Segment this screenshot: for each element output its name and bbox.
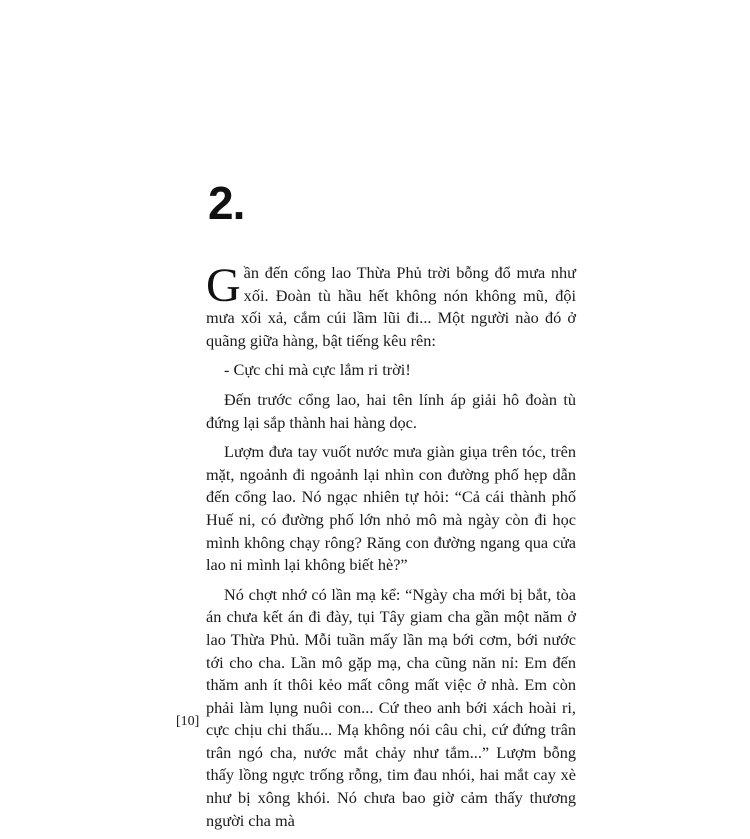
chapter-number: 2. [208, 177, 245, 229]
paragraph-1 [206, 259, 576, 352]
drop-cap: G [206, 259, 241, 312]
paragraph-2: - Cực chi mà cực lắm ri trời! [224, 360, 411, 380]
paragraph-5: Nó chợt nhớ có lần mạ kể: “Ngày cha mới bị bắt, tòa án chưa kết án đi đày, tụi Tây giam cha gần một năm ở lao Thừa Phủ. Mỗi tuần mấy lần mạ bới cơm, bới nước tới cho cha. Lần mô gặp mạ, cha cũng năn nỉ: Em đến thăm anh ít thôi kẻo mất công mất việc ở nhà. Em còn phải làm lụng nuôi con... Cứ theo anh bới xách hoài ri, cực chịu chi thấu... Mạ không nói câu chi, cứ đứng trân trân ngó cha, nước mắt chảy như tắm...” Lượm bỗng thấy lồng ngực trống rỗng, tim đau nhói, hai mắt cay xè như bị xông khói. Nó chưa bao giờ cảm thấy thương người cha mà [206, 584, 576, 830]
page-number: [10] [176, 714, 200, 729]
chapter-body [206, 259, 576, 839]
paragraph-4: Lượm đưa tay vuốt nước mưa giàn giụa trên tóc, trên mặt, ngoảnh đi ngoảnh lại nhìn con đường phố hẹp dẫn đến cổng lao. Nó ngạc nhiên tự hỏi: “Cả cái thành phố Huế ni, có đường phố lớn nhỏ mô mà ngày còn đi học mình không chạy rông? Răng con đường ngang qua cửa lao ni mình lại không biết hè?” [206, 442, 576, 575]
paragraph-3: Đến trước cổng lao, hai tên lính áp giải hô đoàn tù đứng lại sắp thành hai hàng dọc. [206, 389, 576, 432]
paragraph-1-text: ần đến cổng lao Thừa Phủ trời bỗng đổ mưa như xối. Đoàn tù hầu hết không nón không mũ, đội mưa xối xả, cắm cúi lầm lũi đi... Một người nào đó ở quãng giữa hàng, bật tiếng kêu rên: [206, 263, 576, 350]
